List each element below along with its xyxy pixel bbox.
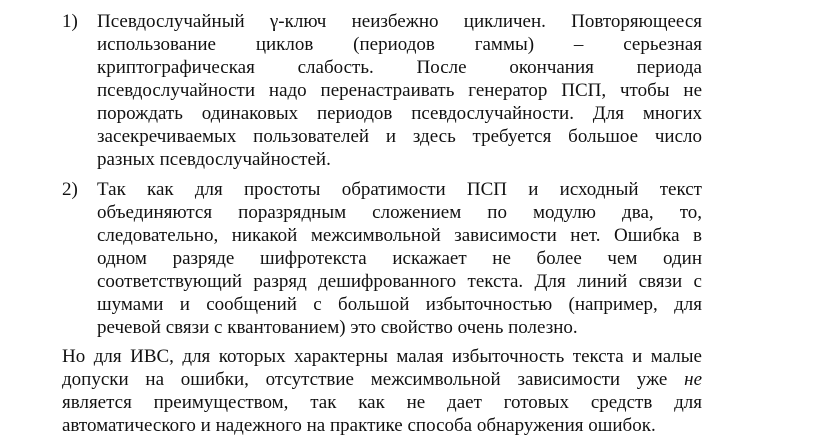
text-line: Но для ИВС, для которых характерны малая избыточность текста и малые: [62, 346, 702, 367]
text-line: засекречиваемых пользователей и здесь требуется большое число: [97, 126, 702, 147]
text-line: использование циклов (периодов гаммы) – серьезная: [97, 34, 702, 55]
text-line: порождать одинаковых периодов псевдослучайности. Для многих: [97, 103, 702, 124]
list-item-text: [97, 178, 702, 339]
list-item-2: [62, 178, 702, 339]
text-line: шумами и сообщений с большой избыточностью (например, для: [97, 294, 702, 315]
text-line: Псевдослучайный γ-ключ неизбежно цикличен. Повторяющееся: [97, 11, 702, 32]
text-line: соответствующий разряд дешифрованного текста. Для линий связи с: [97, 271, 702, 292]
closing-paragraph: [62, 345, 702, 437]
text-line: одном разряде шифротекста искажает не более чем один: [97, 248, 702, 269]
italic-word: не: [684, 369, 702, 390]
text-line: объединяются поразрядным сложением по модулю два, то,: [97, 202, 702, 223]
text-line: псевдослучайности надо перенастраивать генератор ПСП, чтобы не: [97, 80, 702, 101]
text-line: криптографическая слабость. После окончания периода: [97, 57, 702, 78]
text-line: автоматического и надежного на практике способа обнаружения ошибок.: [62, 415, 656, 436]
text-segment: допуски на ошибки, отсутствие межсимвольной зависимости уже: [62, 369, 668, 390]
list-number: 1): [62, 11, 78, 32]
list-item-1: [62, 10, 702, 171]
text-line: следовательно, никакой межсимвольной зависимости нет. Ошибка в: [97, 225, 702, 246]
list-item-text: [97, 10, 702, 171]
list-number: 2): [62, 179, 78, 200]
text-line: речевой связи с квантованием) это свойство очень полезно.: [97, 317, 578, 338]
text-line: является преимуществом, так как не дает готовых средств для: [62, 392, 702, 413]
text-line: [62, 368, 702, 391]
text-line: Так как для простоты обратимости ПСП и исходный текст: [97, 179, 702, 200]
text-line: разных псевдослучайностей.: [97, 149, 331, 170]
